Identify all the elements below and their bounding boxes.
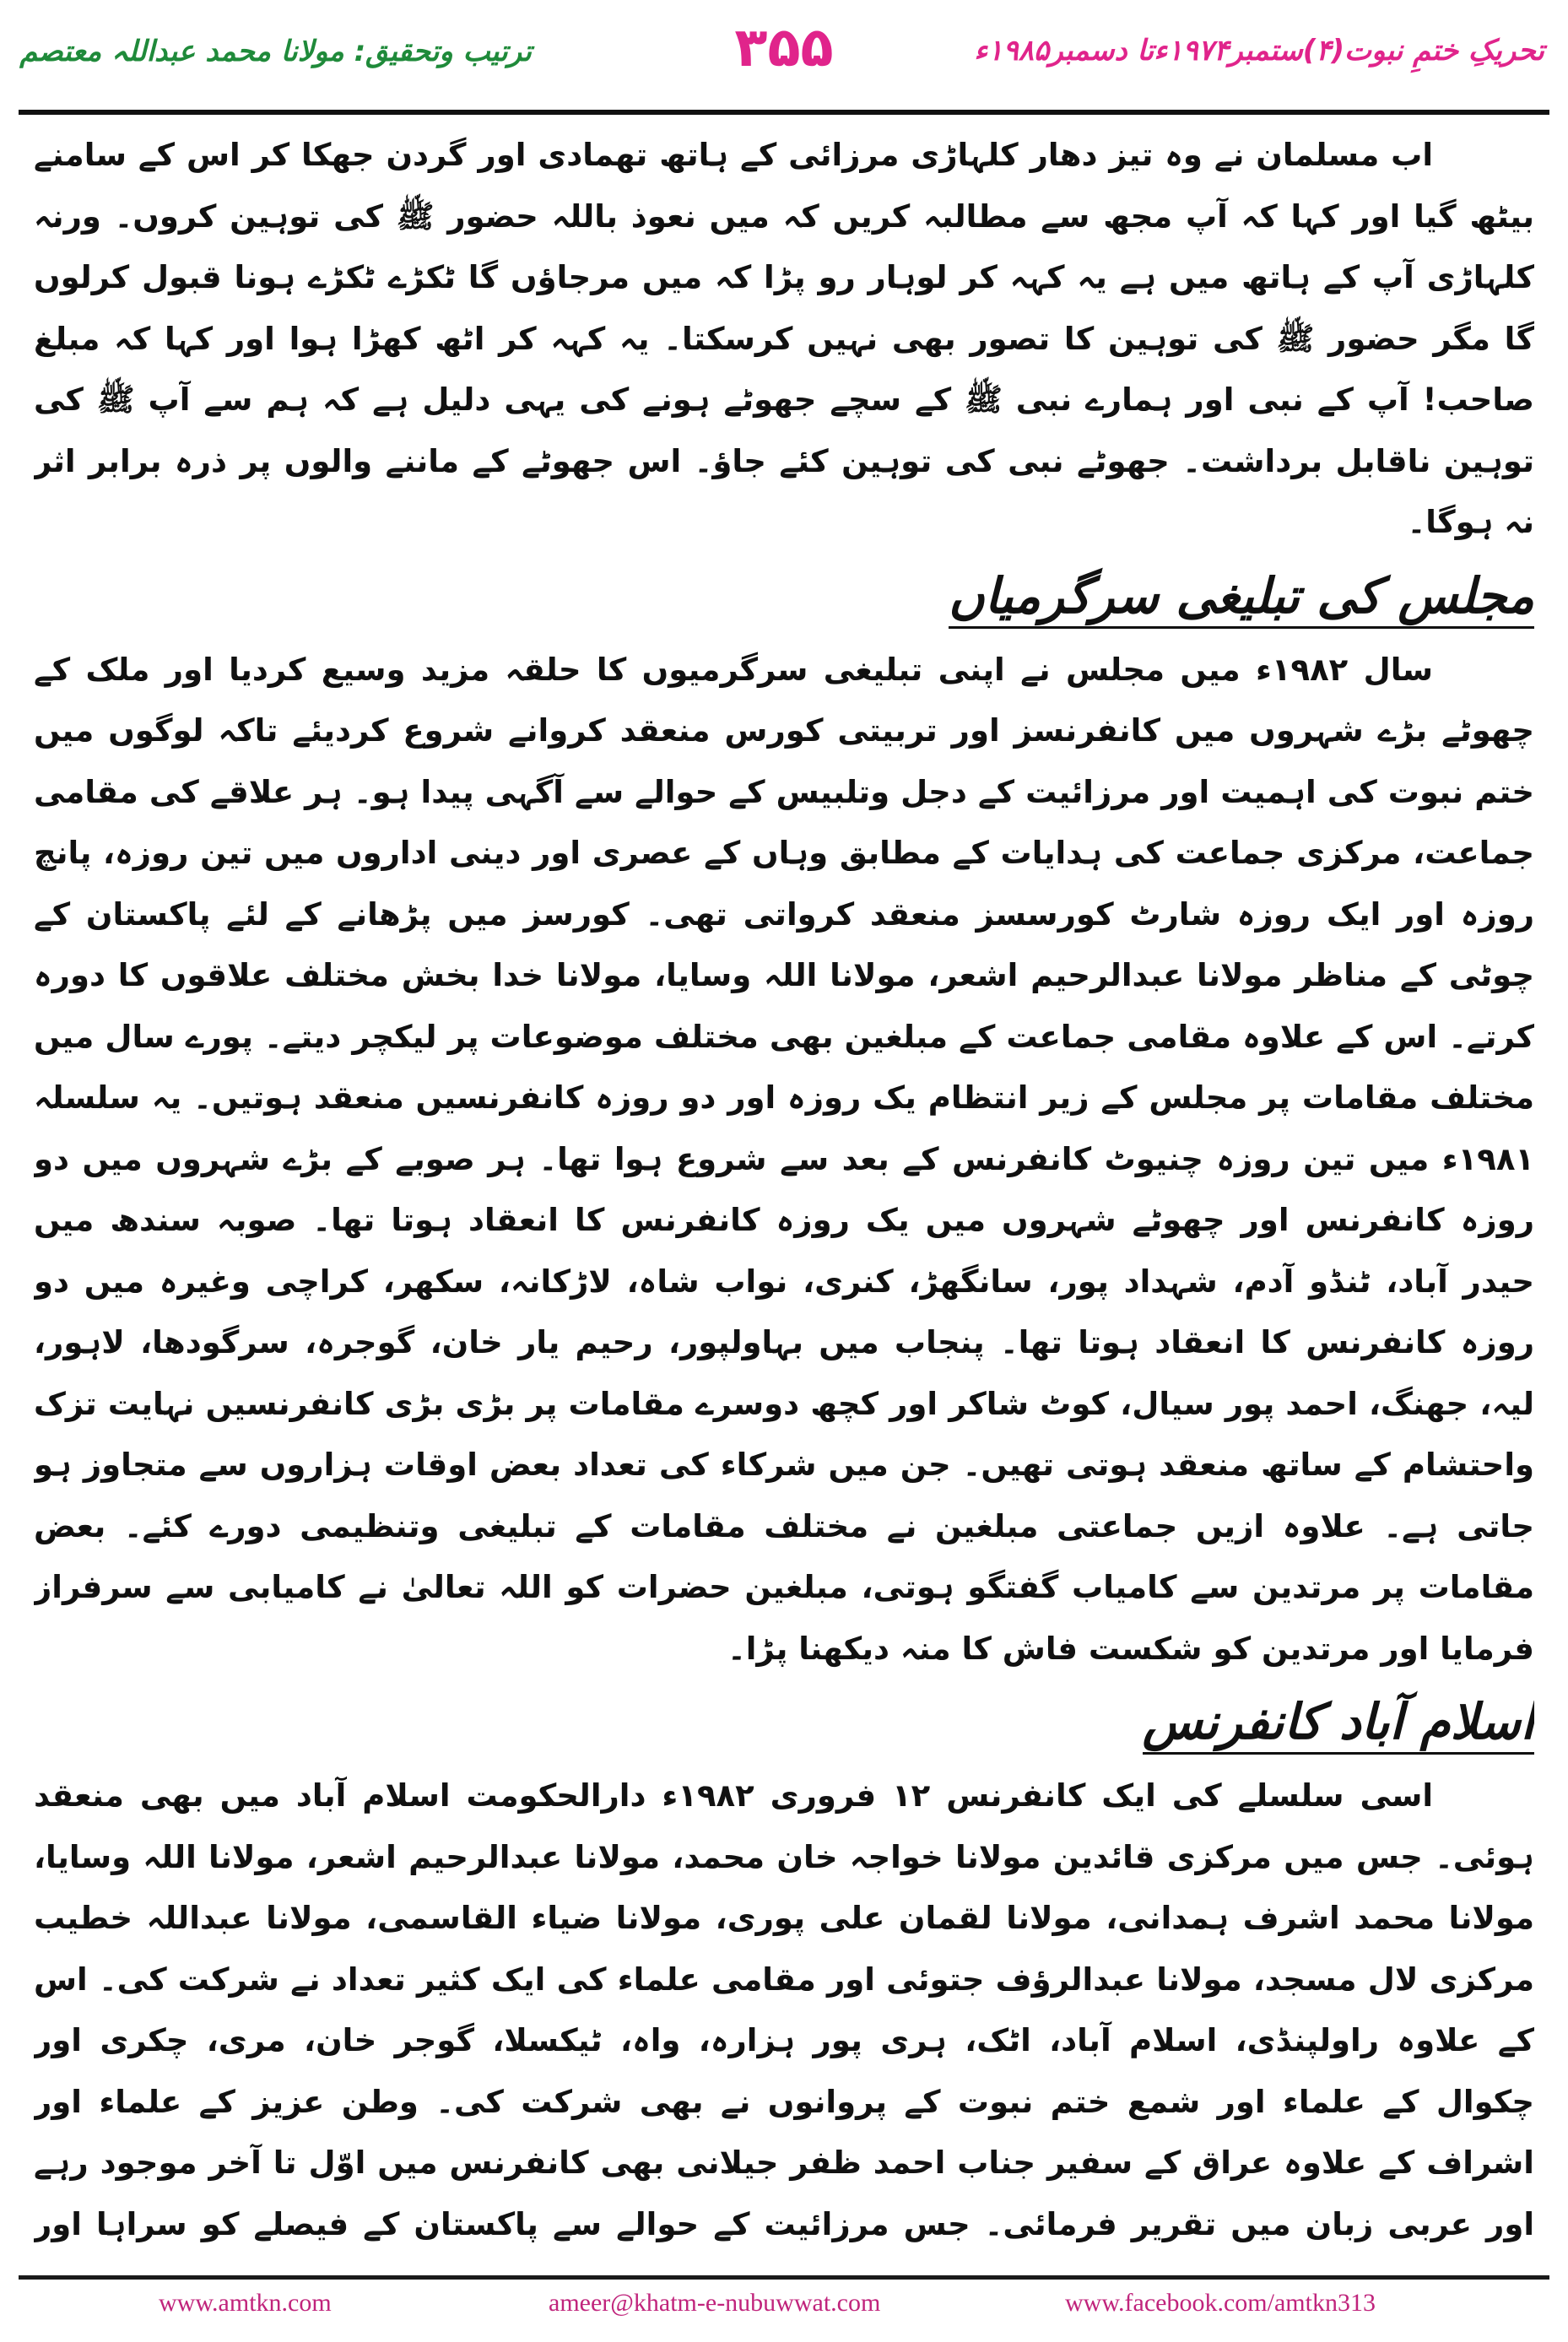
footer-divider — [19, 2275, 1549, 2280]
compiler-credit: ترتیب وتحقیق: مولانا محمد عبداللہ معتصم — [19, 35, 532, 68]
page-footer — [0, 2287, 1568, 2329]
website-link[interactable]: www.amtkn.com — [159, 2289, 332, 2317]
section-heading-text: اسلام آباد کانفرنس — [1143, 1693, 1534, 1755]
facebook-link[interactable]: www.facebook.com/amtkn313 — [1065, 2289, 1376, 2317]
body-paragraph: سال ۱۹۸۲ء میں مجلس نے اپنی تبلیغی سرگرمیوں کا حلقہ مزید وسیع کردیا اور ملک کے چھوٹے بڑے شہروں میں کانفرنسز اور تربیتی کورس منعقد کروانے شروع کردیئے تاکہ لوگوں میں ختم نبوت کی اہمیت اور مرزائیت کے دجل وتلبیس کے حوالے سے آگہی پیدا ہو۔ ہر علاقے کی مقامی جماعت، مرکزی جماعت کی ہدایات کے مطابق وہاں کے عصری اور دینی اداروں میں تین روزہ، پانچ روزہ اور ایک روزہ شارٹ کورسسز منعقد کرواتی تھی۔ کورسز میں پڑھانے کے لئے پاکستان کے چوٹی کے مناظر مولانا عبدالرحیم اشعر، مولانا اللہ وسایا، مولانا خدا بخش مختلف علاقوں کا دورہ کرتے۔ اس کے علاوہ مقامی جماعت کے مبلغین بھی مختلف موضوعات پر لیکچر دیتے۔ پورے سال میں مختلف مقامات پر مجلس کے زیر انتظام یک روزہ اور دو روزہ کانفرنسیں منعقد ہوتیں۔ یہ سلسلہ ۱۹۸۱ء میں تین روزہ چنیوٹ کانفرنس کے بعد سے شروع ہوا تھا۔ ہر صوبے کے بڑے شہروں میں دو روزہ کانفرنس اور چھوٹے شہروں میں یک روزہ کانفرنس کا انعقاد ہوتا تھا۔ صوبہ سندھ میں حیدر آباد، ٹنڈو آدم، شہداد پور، سانگھڑ، کنری، نواب شاہ، لاڑکانہ، سکھر، کراچی وغیرہ میں دو روزہ کانفرنس کا انعقاد ہوتا تھا۔ پنجاب میں بہاولپور، رحیم یار خان، گوجرہ، سرگودھا، لاہور، لیہ، جھنگ، احمد پور سیال، کوٹ شاکر اور کچھ دوسرے مقامات پر بڑی بڑی کانفرنسیں نہایت تزک واحتشام کے ساتھ منعقد ہوتی تھیں۔ جن میں شرکاء کی تعداد بعض اوقات ہزاروں سے متجاوز ہو جاتی ہے۔ علاوہ ازیں جماعتی مبلغین نے مختلف مقامات کے تبلیغی وتنظیمی دورے کئے۔ بعض مقامات پر مرتدین سے کامیاب گفتگو ہوتی، مبلغین حضرات کو اللہ تعالیٰ نے کامیابی سے سرفراز فرمایا اور مرتدین کو شکست فاش کا منہ دیکھنا پڑا۔ — [34, 651, 1534, 1667]
header-divider — [19, 110, 1549, 115]
email-link[interactable]: ameer@khatm-e-nubuwwat.com — [549, 2289, 881, 2317]
section-heading-text: مجلس کی تبلیغی سرگرمیاں — [949, 567, 1534, 629]
body-paragraph: اسی سلسلے کی ایک کانفرنس ۱۲ فروری ۱۹۸۲ء دارالحکومت اسلام آباد میں بھی منعقد ہوئی۔ جس میں مرکزی قائدین مولانا خواجہ خان محمد، مولانا عبدالرحیم اشعر، مولانا اللہ وسایا، مولانا محمد اشرف ہمدانی، مولانا لقمان علی پوری، مولانا ضیاء القاسمی، مولانا عبداللہ خطیب مرکزی لال مسجد، مولانا عبدالرؤف جتوئی اور مقامی علماء کی ایک کثیر تعداد نے شرکت کی۔ اس کے علاوہ راولپنڈی، اسلام آباد، اٹک، ہری پور ہزارہ، واہ، ٹیکسلا، گوجر خان، مری، چکری اور چکوال کے علماء اور شمع ختم نبوت کے پروانوں نے بھی شرکت کی۔ وطن عزیز کے علماء اور اشراف کے علاوہ عراق کے سفیر جناب احمد ظفر جیلانی بھی کانفرنس میں اوّل تا آخر موجود رہے اور عربی زبان میں تقریر فرمائی۔ جس مرزائیت کے حوالے سے پاکستان کے فیصلے کو سراہا اور — [34, 1777, 1534, 2242]
page-header — [0, 0, 1568, 111]
body-paragraph: اب مسلمان نے وہ تیز دھار کلہاڑی مرزائی کے ہاتھ تھمادی اور گردن جھکا کر اس کے سامنے بیٹھ گیا اور کہا کہ آپ مجھ سے مطالبہ کریں کہ میں نعوذ باللہ حضور ﷺ کی توہین کروں۔ ورنہ کلہاڑی آپ کے ہاتھ میں ہے یہ کہہ کر لوہار رو پڑا کہ میں مرجاؤں گا ٹکڑے ٹکڑے ہونا قبول کرلوں گا مگر حضور ﷺ کی توہین کا تصور بھی نہیں کرسکتا۔ یہ کہہ کر اٹھ کھڑا ہوا اور کہا کہ مبلغ صاحب! آپ کے نبی اور ہمارے نبی ﷺ کے سچے جھوٹے ہونے کی یہی دلیل ہے کہ ہم سے آپ ﷺ کی توہین ناقابل برداشت۔ جھوٹے نبی کی توہین کئے جاؤ۔ اس جھوٹے کے ماننے والوں پر ذرہ برابر اثر نہ ہوگا۔ — [34, 137, 1534, 540]
section-heading — [34, 560, 1534, 631]
page-body — [34, 125, 1534, 2252]
page-number: ۳۵۵ — [734, 17, 834, 79]
book-title: تحریکِ ختمِ نبوت(۴)ستمبر۱۹۷۴ءتا دسمبر۱۹۸۵ء — [974, 34, 1544, 68]
section-heading — [34, 1686, 1534, 1757]
